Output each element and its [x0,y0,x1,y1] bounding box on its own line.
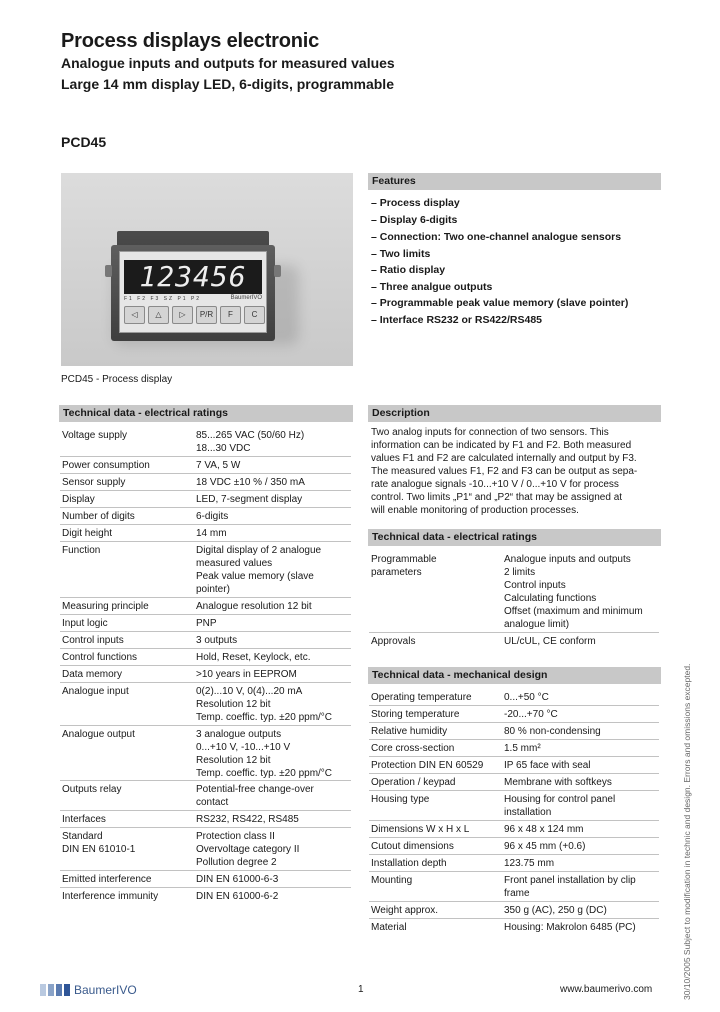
row-value: DIN EN 61000-6-2 [196,891,279,902]
product-photo [61,173,353,366]
row-label: Measuring principle [62,601,149,612]
device-clip-right [274,265,281,277]
row-divider [369,756,659,757]
row-label: Control inputs [62,635,124,646]
row-divider [369,632,659,633]
row-divider [369,871,659,872]
row-value: 3 analogue outputs 0...+10 V, -10...+10 V Resolution 12 bit Temp. coeffic. typ. ±20 ppm/°C [196,729,333,779]
row-value: Potential-free change-over contact [196,784,314,808]
row-value: Front panel installation by clip frame [504,875,636,899]
row-divider [60,541,351,542]
page-number: 1 [358,984,364,995]
row-divider [369,820,659,821]
row-label: Material [371,922,407,933]
feature-item: – Programmable peak value memory (slave pointer) [371,297,629,309]
logo-bar [48,984,54,996]
row-label: Control functions [62,652,138,663]
row-value: 85...265 VAC (50/60 Hz) 18...30 VDC [196,430,305,454]
row-value: -20...+70 °C [504,709,558,720]
row-value: 1.5 mm² [504,743,541,754]
row-label: Protection DIN EN 60529 [371,760,484,771]
description-header: Description [368,405,661,422]
row-value: >10 years in EEPROM [196,669,297,680]
row-divider [369,837,659,838]
row-divider [369,918,659,919]
row-divider [60,665,351,666]
row-value: Analogue resolution 12 bit [196,601,312,612]
row-value: 0...+50 °C [504,692,549,703]
row-divider [369,705,659,706]
subtitle-2: Large 14 mm display LED, 6-digits, programmable [61,76,394,92]
row-divider [60,473,351,474]
row-label: Power consumption [62,460,150,471]
row-label: Display [62,494,95,505]
row-value: LED, 7-segment display [196,494,303,505]
description-text: Two analog inputs for connection of two sensors. This information can be indicated by F1 and F2. Both measured values F1 and F2 are calculated internally and output by F3. The measured values F1, F2 and F3 can be output as sepa- rate analogue signals -10...+10 V / 0...+10 V for process control. Two limits „P1“ and „P2“ that may be assigned at will enable monitoring of production processes. [371,427,638,516]
row-label: Interfaces [62,814,106,825]
row-label: Storing temperature [371,709,460,720]
logo-bar [64,984,70,996]
row-label: Installation depth [371,858,447,869]
device-keypad [124,306,266,328]
feature-item: – Process display [371,197,460,209]
footer-url[interactable]: www.baumerivo.com [560,984,653,995]
row-divider [60,456,351,457]
footer-logo [40,983,137,997]
row-value: 18 VDC ±10 % / 350 mA [196,477,305,488]
row-label: Outputs relay [62,784,122,795]
row-value: RS232, RS422, RS485 [196,814,299,825]
row-label: Mounting [371,875,413,886]
device-brand-label: BaumerIVO [230,295,262,301]
row-label: Cutout dimensions [371,841,454,852]
row-label: Analogue input [62,686,129,697]
row-value: IP 65 face with seal [504,760,591,771]
led-display: 123456 [124,260,262,294]
row-divider [369,790,659,791]
row-value: 14 mm [196,528,227,539]
row-divider [60,810,351,811]
row-label: Housing type [371,794,430,805]
row-value: Protection class II Overvoltage category II Pollution degree 2 [196,831,300,868]
row-value: Analogue inputs and outputs 2 limits Control inputs Calculating functions Offset (maximum and minimum analogue limit) [504,554,643,630]
row-divider [369,722,659,723]
row-label: Operating temperature [371,692,472,703]
row-value: Membrane with softkeys [504,777,612,788]
row-value: DIN EN 61000-6-3 [196,874,279,885]
row-value: 3 outputs [196,635,238,646]
row-value: Digital display of 2 analogue measured values Peak value memory (slave pointer) [196,545,322,595]
row-value: 6-digits [196,511,229,522]
logo-text: BaumerIVO [74,983,137,997]
row-value: Hold, Reset, Keylock, etc. [196,652,311,663]
key-clear: C [244,306,265,324]
key-up: △ [148,306,169,324]
logo-bar [40,984,46,996]
row-value: 350 g (AC), 250 g (DC) [504,905,607,916]
row-label: Data memory [62,669,123,680]
logo-bar [56,984,62,996]
row-divider [60,507,351,508]
subtitle-1: Analogue inputs and outputs for measured values [61,55,395,71]
row-label: Sensor supply [62,477,126,488]
row-value: 96 x 48 x 124 mm [504,824,584,835]
row-divider [369,739,659,740]
model-name: PCD45 [61,134,107,150]
key-program-reset: P/R [196,306,217,324]
row-label: Function [62,545,101,556]
row-label: Interference immunity [62,891,159,902]
feature-item: – Ratio display [371,264,446,276]
electrical-ratings-header: Technical data - electrical ratings [59,405,353,422]
electrical-ratings-2-header: Technical data - electrical ratings [368,529,661,546]
row-label: Relative humidity [371,726,448,737]
row-label: Number of digits [62,511,135,522]
row-label: Weight approx. [371,905,439,916]
features-header: Features [368,173,661,190]
row-divider [60,887,351,888]
row-value: 0(2)...10 V, 0(4)...20 mA Resolution 12 bit Temp. coeffic. typ. ±20 ppm/°C [196,686,333,723]
row-divider [60,614,351,615]
row-value: PNP [196,618,217,629]
key-function: F [220,306,241,324]
row-label: Emitted interference [62,874,152,885]
row-divider [60,524,351,525]
row-label: Dimensions W x H x L [371,824,470,835]
row-divider [60,597,351,598]
feature-item: – Interface RS232 or RS422/RS485 [371,314,543,326]
row-value: 80 % non-condensing [504,726,601,737]
row-label: Standard DIN EN 61010-1 [62,831,136,855]
device-clip-left [105,265,112,277]
row-value: 96 x 45 mm (+0.6) [504,841,586,852]
row-label: Operation / keypad [371,777,456,788]
row-value: UL/cUL, CE conform [504,636,596,647]
row-divider [369,901,659,902]
row-divider [369,773,659,774]
device-front-panel [119,251,267,333]
side-note: 30/10/2005 Subject to modification in technic and design. Errors and omissions excepted. [682,663,692,1000]
row-label: Programmable parameters [371,554,437,578]
logo-mark [40,984,70,996]
row-divider [369,854,659,855]
row-divider [60,648,351,649]
row-label: Voltage supply [62,430,128,441]
photo-caption: PCD45 - Process display [61,374,173,385]
row-label: Digit height [62,528,113,539]
row-label: Input logic [62,618,108,629]
row-divider [60,631,351,632]
row-value: 123.75 mm [504,858,555,869]
row-value: Housing: Makrolon 6485 (PC) [504,922,636,933]
row-label: Core cross-section [371,743,455,754]
feature-item: – Display 6-digits [371,214,458,226]
row-divider [60,725,351,726]
page-title: Process displays electronic [61,30,320,52]
mechanical-design-header: Technical data - mechanical design [368,667,661,684]
feature-item: – Three analgue outputs [371,281,493,293]
row-divider [60,490,351,491]
row-divider [60,870,351,871]
row-divider [60,682,351,683]
row-label: Approvals [371,636,416,647]
key-right: ▷ [172,306,193,324]
feature-item: – Connection: Two one-channel analogue sensors [371,231,622,243]
row-value: 7 VA, 5 W [196,460,241,471]
row-label: Analogue output [62,729,135,740]
row-divider [60,827,351,828]
key-left: ◁ [124,306,145,324]
row-value: Housing for control panel installation [504,794,616,818]
led-indicators: F1 F2 F3 SZ P1 P2 [124,296,202,302]
row-divider [60,780,351,781]
feature-item: – Two limits [371,248,431,260]
